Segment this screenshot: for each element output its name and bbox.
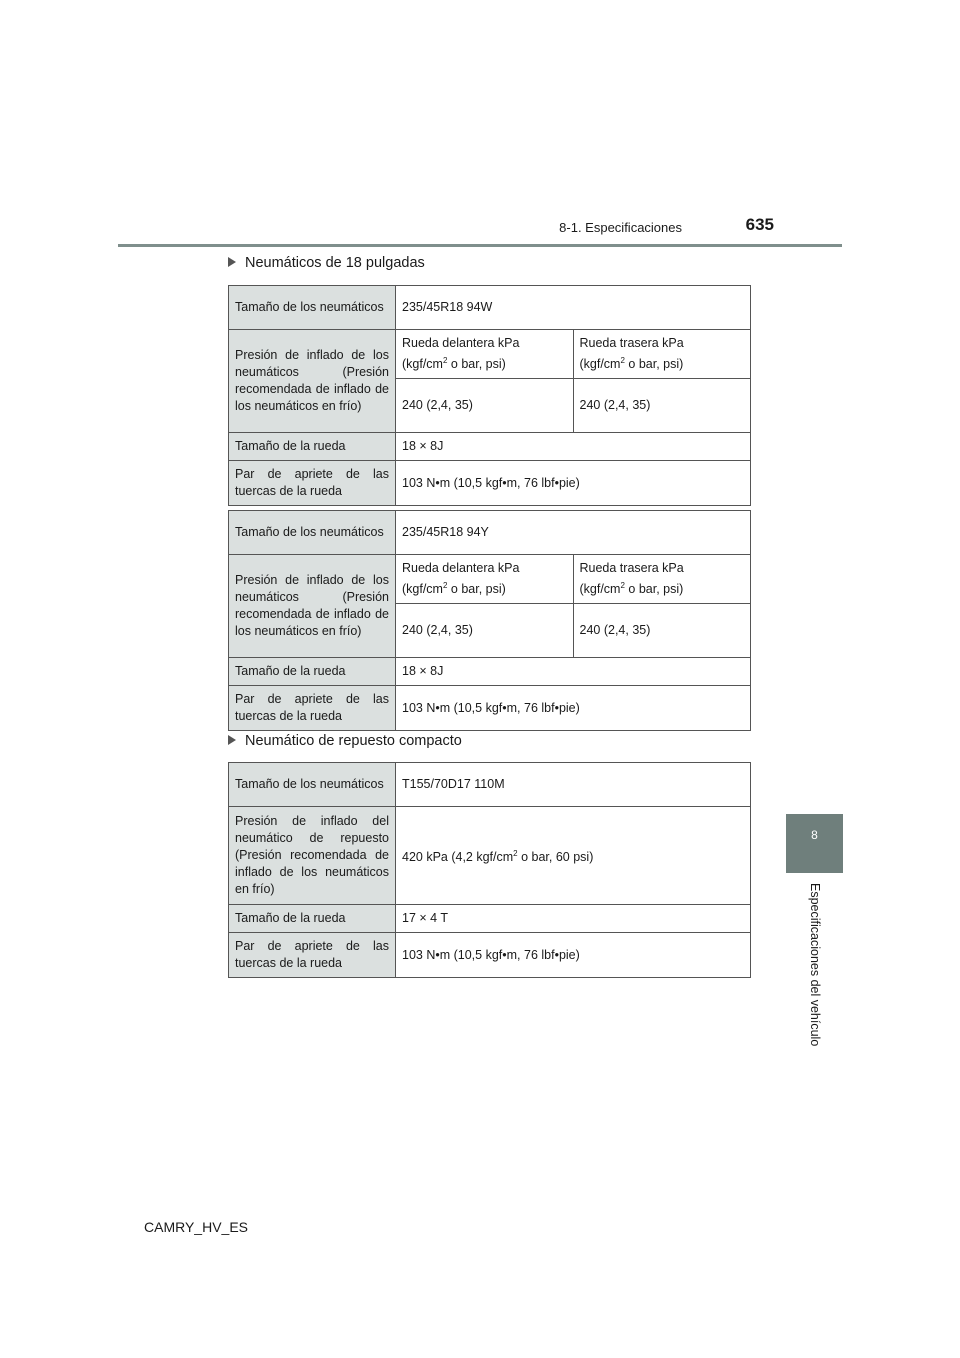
page-number: 635 <box>745 215 774 234</box>
front-pressure-value: 240 (2,4, 35) <box>396 604 574 658</box>
tire-size-label: Tamaño de los neumáticos <box>229 286 396 330</box>
torque-value: 103 N•m (10,5 kgf•m, 76 lbf•pie) <box>396 686 751 731</box>
table-row <box>229 330 751 379</box>
pressure-label: Presión de inflado del neumático de repuesto (Presión recomendada de inflado de los neumáticos en frío) <box>229 807 396 905</box>
rear-header-line2b: o bar, psi) <box>624 357 684 372</box>
table-row <box>229 511 751 555</box>
section-heading-text: Neumático de repuesto compacto <box>245 733 462 749</box>
model-code: CAMRY_HV_ES <box>144 1219 249 1235</box>
tire-size-value: 235/45R18 94Y <box>396 511 751 555</box>
section-header: 8-1. Especificaciones <box>559 220 682 235</box>
wheel-size-value: 18 × 8J <box>396 433 751 461</box>
pressure-label: Presión de inflado de los neumáticos (Presión recomendada de inflado de los neumáticos en frío) <box>229 330 396 433</box>
header-rule <box>118 244 842 247</box>
triangle-bullet-icon <box>228 257 236 267</box>
front-header-line2a: (kgf/cm <box>402 582 443 597</box>
table-row <box>229 286 751 330</box>
front-header <box>396 555 574 604</box>
tire-size-value: T155/70D17 110M <box>396 763 751 807</box>
front-header-line2b: o bar, psi) <box>447 582 506 597</box>
rear-header-line2a: (kgf/cm <box>579 582 621 597</box>
wheel-size-label: Tamaño de la rueda <box>229 433 396 461</box>
tire-size-value: 235/45R18 94W <box>396 286 751 330</box>
rear-header-sup: 2 <box>620 356 625 365</box>
chapter-label <box>807 883 823 1053</box>
front-header-sup: 2 <box>442 356 448 365</box>
front-header-line1: Rueda delantera kPa <box>402 336 520 350</box>
torque-label: Par de apriete de las tuercas de la rueda <box>229 686 396 731</box>
front-header-line1: Rueda delantera kPa <box>402 561 520 575</box>
spec-table-1 <box>228 285 751 506</box>
section-heading-text: Neumáticos de 18 pulgadas <box>245 255 425 271</box>
table-row <box>229 905 751 933</box>
chapter-tab <box>786 814 843 873</box>
table-row <box>229 433 751 461</box>
torque-label: Par de apriete de las tuercas de la rueda <box>229 933 396 978</box>
section-heading-spare <box>228 733 462 749</box>
table-row <box>229 461 751 506</box>
pressure-value-a: 420 kPa (4,2 kgf/cm <box>402 850 514 865</box>
tire-size-label: Tamaño de los neumáticos <box>229 511 396 555</box>
rear-header-line1: Rueda trasera kPa <box>579 336 684 350</box>
chapter-number: 8 <box>811 828 818 842</box>
wheel-size-value: 17 × 4 T <box>396 905 751 933</box>
table-row <box>229 555 751 604</box>
rear-header <box>573 330 751 379</box>
section-heading-18in <box>228 255 425 271</box>
rear-pressure-value: 240 (2,4, 35) <box>573 379 751 433</box>
triangle-bullet-icon <box>228 735 236 745</box>
pressure-value-b: o bar, 60 psi) <box>517 850 594 865</box>
torque-value: 103 N•m (10,5 kgf•m, 76 lbf•pie) <box>396 933 751 978</box>
table-row <box>229 658 751 686</box>
rear-header-sup: 2 <box>620 581 625 590</box>
rear-header-line2a: (kgf/cm <box>579 357 621 372</box>
front-header <box>396 330 574 379</box>
torque-value: 103 N•m (10,5 kgf•m, 76 lbf•pie) <box>396 461 751 506</box>
table-row <box>229 933 751 978</box>
pressure-value <box>396 807 751 905</box>
wheel-size-value: 18 × 8J <box>396 658 751 686</box>
front-header-line2b: o bar, psi) <box>447 357 506 372</box>
rear-header-line1: Rueda trasera kPa <box>579 561 684 575</box>
rear-header-line2b: o bar, psi) <box>624 582 684 597</box>
tire-size-label: Tamaño de los neumáticos <box>229 763 396 807</box>
table-row <box>229 807 751 905</box>
pressure-label: Presión de inflado de los neumáticos (Presión recomendada de inflado de los neumáticos en frío) <box>229 555 396 658</box>
table-row <box>229 686 751 731</box>
wheel-size-label: Tamaño de la rueda <box>229 905 396 933</box>
front-pressure-value: 240 (2,4, 35) <box>396 379 574 433</box>
rear-header <box>573 555 751 604</box>
table-row <box>229 763 751 807</box>
pressure-value-sup: 2 <box>513 848 518 858</box>
chapter-label-text: Especificaciones del vehículo <box>808 883 822 1047</box>
rear-pressure-value: 240 (2,4, 35) <box>573 604 751 658</box>
wheel-size-label: Tamaño de la rueda <box>229 658 396 686</box>
spec-table-spare <box>228 762 751 978</box>
front-header-sup: 2 <box>442 581 448 590</box>
torque-label: Par de apriete de las tuercas de la rueda <box>229 461 396 506</box>
front-header-line2a: (kgf/cm <box>402 357 443 372</box>
spec-table-2 <box>228 510 751 731</box>
